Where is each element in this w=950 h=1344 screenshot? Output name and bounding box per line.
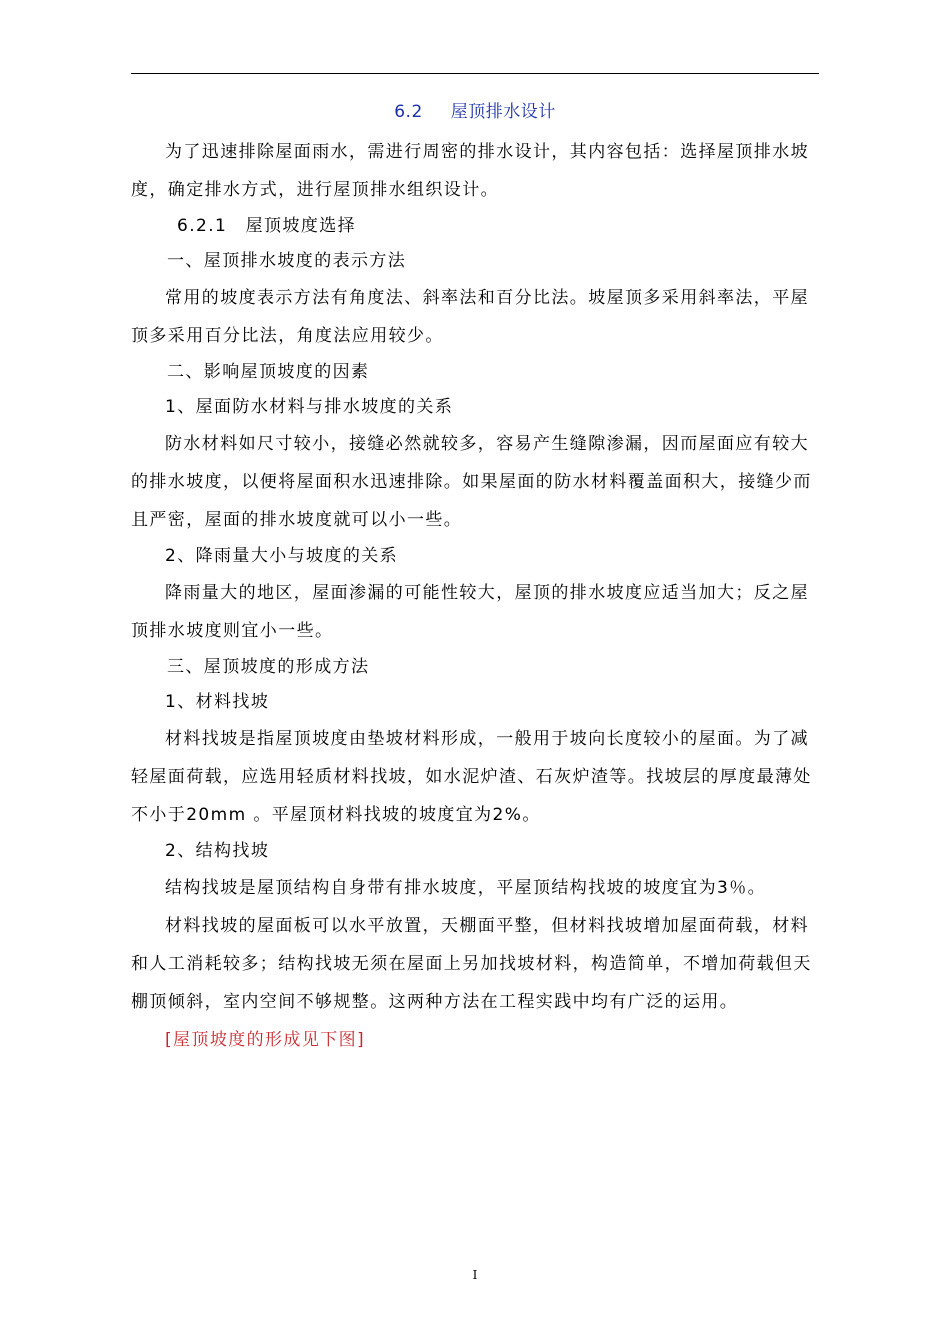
section-number: 6.2: [394, 102, 423, 122]
header-rule: [131, 73, 819, 74]
section-title-text: 屋顶排水设计: [450, 102, 556, 122]
figure-reference-note: [屋顶坡度的形成见下图]: [165, 1030, 366, 1050]
paragraph-slope-notation: 常用的坡度表示方法有角度法、斜率法和百分比法。坡屋顶多采用斜率法，平屋顶多采用百分比法，角度法应用较少。: [131, 288, 809, 346]
heading-structural-slope: 2、结构找坡: [165, 841, 270, 861]
heading-slope-forming: 三、屋顶坡度的形成方法: [167, 657, 370, 677]
paragraph-material-slope: 材料找坡是指屋顶坡度由垫坡材料形成，一般用于坡向长度较小的屋面。为了减轻屋面荷载，应选用轻质材料找坡，如水泥炉渣、石灰炉渣等。找坡层的厚度最薄处不小于20mm 。平屋顶材料找坡的坡度宜为2%。: [131, 729, 812, 825]
heading-slope-notation: 一、屋顶排水坡度的表示方法: [167, 251, 407, 271]
intro-paragraph: 为了迅速排除屋面雨水，需进行周密的排水设计，其内容包括：选择屋顶排水坡度，确定排水方式，进行屋顶排水组织设计。: [131, 142, 809, 200]
heading-rainfall: 2、降雨量大小与坡度的关系: [165, 546, 399, 566]
heading-material-slope: 1、材料找坡: [165, 692, 270, 712]
section-title: [131, 99, 819, 125]
paragraph-comparison: 材料找坡的屋面板可以水平放置，天棚面平整，但材料找坡增加屋面荷载，材料和人工消耗较多；结构找坡无须在屋面上另加找坡材料，构造简单，不增加荷载但天棚顶倾斜，室内空间不够规整。这两种方法在工程实践中均有广泛的运用。: [131, 916, 812, 1012]
heading-slope-factors: 二、影响屋顶坡度的因素: [167, 362, 370, 382]
paragraph-structural-slope: 结构找坡是屋顶结构自身带有排水坡度，平屋顶结构找坡的坡度宜为3％。: [165, 878, 767, 898]
paragraph-waterproof-material: 防水材料如尺寸较小，接缝必然就较多，容易产生缝隙渗漏，因而屋面应有较大的排水坡度，以便将屋面积水迅速排除。如果屋面的防水材料覆盖面积大，接缝少而且严密，屋面的排水坡度就可以小一些。: [131, 434, 812, 530]
heading-waterproof-material: 1、屋面防水材料与排水坡度的关系: [165, 397, 454, 417]
paragraph-rainfall: 降雨量大的地区，屋面渗漏的可能性较大，屋顶的排水坡度应适当加大；反之屋顶排水坡度则宜小一些。: [131, 583, 809, 641]
page-number: I: [472, 1268, 478, 1282]
document-body: [131, 99, 819, 1059]
subsection-heading-621: 6.2.1 屋顶坡度选择: [177, 216, 357, 236]
